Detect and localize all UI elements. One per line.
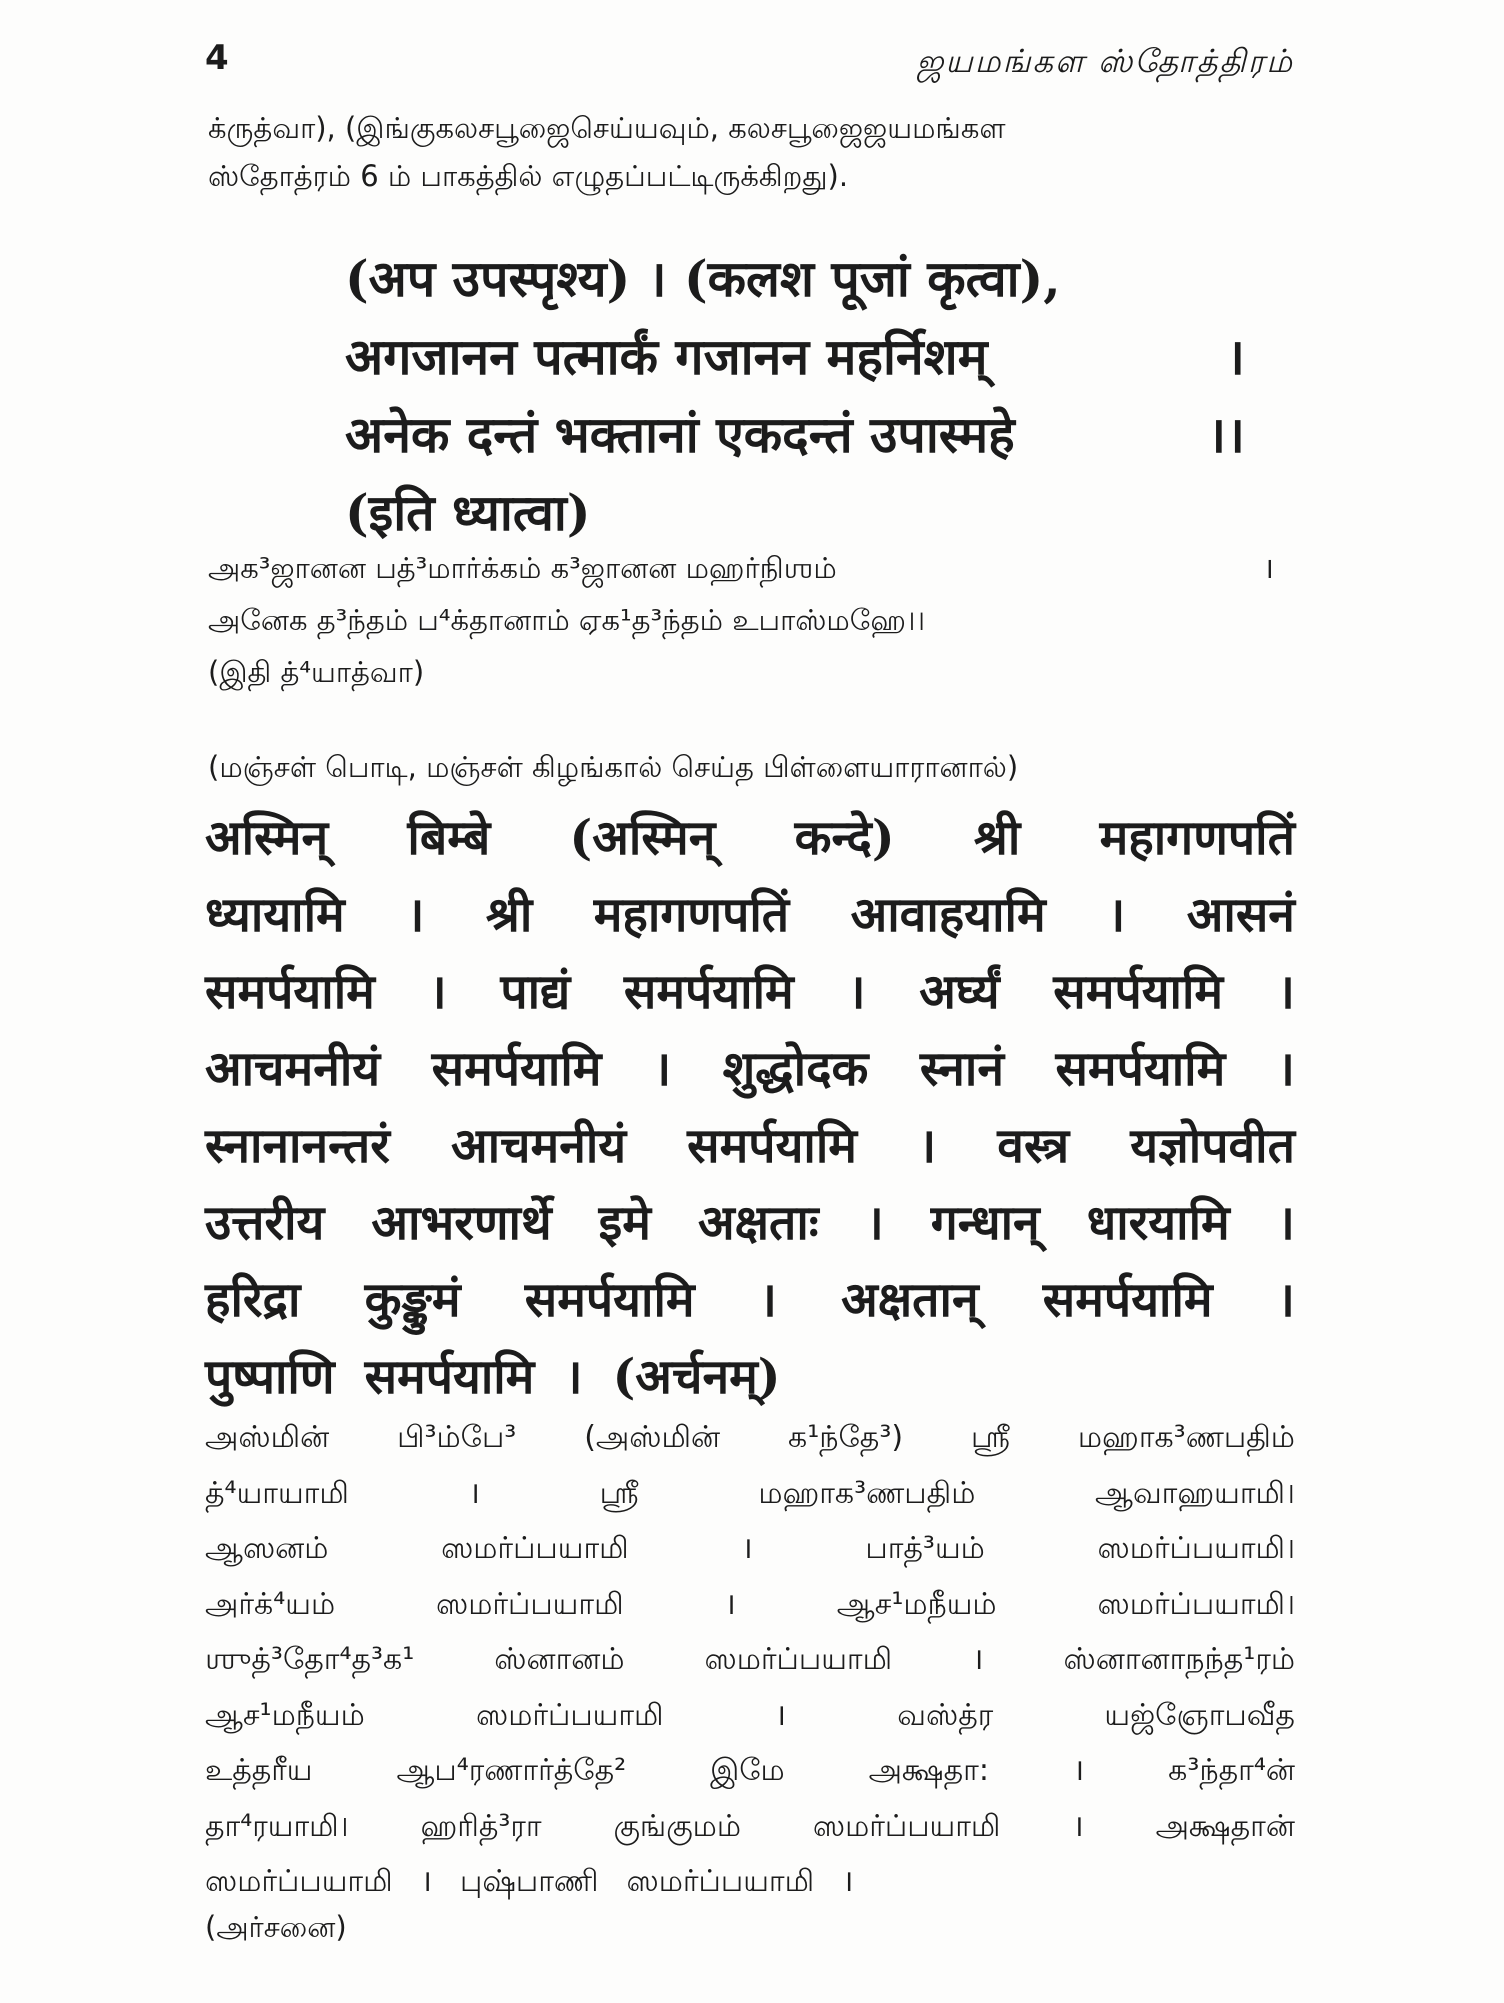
text-line: [205, 1799, 1295, 1855]
dhyana-tamil-transliteration: [208, 542, 1294, 698]
verse-danda: [1274, 646, 1294, 698]
word: ஸமர்ப்பயாமி: [704, 1642, 893, 1677]
word: अर्घ्यं: [919, 964, 1000, 1020]
word: ஸமர்ப்பயாமி।: [1097, 1586, 1295, 1622]
word: ।: [1276, 964, 1295, 1020]
word: க¹ந்தே³): [788, 1420, 904, 1455]
word: ஆப⁴ரணார்த்தே²: [396, 1753, 627, 1788]
word: அஸ்மின்: [205, 1420, 330, 1455]
text-line: [205, 1466, 1295, 1522]
word: ।: [406, 887, 425, 943]
tamil-invocation-block: [205, 1410, 1295, 1910]
word: ஆச¹மநீயம்: [205, 1697, 365, 1733]
verse-line: [208, 542, 1294, 594]
word: आभरणार्थे: [371, 1195, 552, 1251]
word: புஷ்பாணி: [460, 1864, 599, 1899]
word: வஸ்த்ர: [897, 1697, 994, 1733]
word: ।: [1276, 1195, 1295, 1251]
word: மஹாக³ணபதிம்: [758, 1475, 976, 1511]
verse-line: [208, 594, 1294, 646]
dhyana-sanskrit-verse: [345, 240, 1245, 552]
text-line: [205, 800, 1295, 877]
word: हरिद्रा: [205, 1272, 301, 1328]
word: ஶ்ரீ: [599, 1475, 639, 1511]
word: महागणपतिं: [593, 887, 790, 943]
verse-text: अगजानन पत्मार्कं गजानन महर्निशम्: [345, 327, 988, 386]
intro-line: ஸ்தோத்ரம் 6 ம் பாகத்தில் எழுதப்பட்டிருக்கிறது).: [208, 159, 849, 193]
word: ஸமர்ப்பயாமி: [205, 1864, 393, 1899]
word: समर्पयामि: [687, 1118, 857, 1174]
word: (अर्चनम्): [612, 1349, 781, 1405]
verse-text: அக³ஜானன பத்³மார்க்கம் க³ஜானன மஹர்நிஶம்: [208, 551, 837, 585]
word: आचमनीयं: [450, 1118, 627, 1174]
text-line: [205, 954, 1295, 1031]
word: ।: [564, 1349, 583, 1405]
word: स्नानानन्तरं: [205, 1118, 390, 1174]
word: ஸமர்ப்பயாமி: [626, 1864, 815, 1899]
text-line: [205, 1262, 1295, 1339]
word: ।: [1072, 1808, 1084, 1844]
word: ஶ்ரீ: [970, 1420, 1010, 1455]
text-line: [205, 1108, 1295, 1185]
verse-line: [208, 646, 1294, 698]
word: उत्तरीय: [205, 1195, 325, 1251]
text-line: [205, 1688, 1295, 1744]
word: समर्पयामि: [1053, 964, 1224, 1020]
word: மஹாக³ணபதிம்: [1077, 1420, 1295, 1455]
word: க³ந்தா⁴ன்: [1168, 1753, 1295, 1788]
word: ।: [741, 1531, 753, 1566]
verse-danda: ।: [1226, 327, 1245, 386]
verse-text: (இதி த்⁴யாத்வா): [208, 655, 425, 689]
closing-archana-label: (அர்சனை): [205, 1910, 347, 1944]
word: वस्त्र: [997, 1118, 1070, 1174]
word: த்⁴யாயாமி: [205, 1475, 349, 1511]
word: ஸமர்ப்பயாமி।: [1097, 1531, 1295, 1566]
word: समर्पयामि: [431, 1041, 602, 1097]
word: ।: [1276, 1272, 1295, 1328]
word: உத்தரீய: [205, 1753, 313, 1788]
word: पुष्पाणि: [205, 1349, 335, 1405]
text-line: [205, 1185, 1295, 1262]
word: श्री: [973, 810, 1021, 866]
word: ।: [972, 1642, 984, 1677]
word: ஶுத்³தோ⁴த³க¹: [205, 1642, 415, 1677]
word: ।: [420, 1864, 432, 1899]
word: यज्ञोपवीत: [1130, 1118, 1295, 1174]
word: ।: [774, 1697, 787, 1733]
word: श्री: [485, 887, 533, 943]
word: ஆவாஹயாமி।: [1095, 1475, 1295, 1511]
word: ।: [847, 964, 866, 1020]
intro-line: க்ருத்வா), (இங்குகலசபூஜைசெய்யவும், கலசபூஜைஜயமங்கள: [208, 111, 1006, 145]
verse-line: [345, 240, 1245, 318]
word: (अस्मिन्: [569, 810, 716, 866]
word: குங்குமம்: [613, 1808, 741, 1844]
word: ।: [1072, 1753, 1085, 1788]
word: पाद्यं: [500, 964, 571, 1020]
word: धारयामि: [1086, 1195, 1230, 1251]
text-line: [205, 1031, 1295, 1108]
word: ।: [865, 1195, 884, 1251]
word: आवाहयामि: [850, 887, 1046, 943]
word: शुद्धोदक: [722, 1041, 869, 1097]
word: अक्षतान्: [841, 1272, 979, 1328]
word: ஸமர்ப்பயாமி: [475, 1697, 664, 1733]
word: ஸமர்ப்பயாமி: [441, 1531, 629, 1566]
word: ஸ்னானாநந்த¹ரம்: [1063, 1642, 1295, 1677]
word: ஆச¹மநீயம்: [836, 1586, 997, 1622]
word: समर्पयामि: [623, 964, 794, 1020]
word: பாத்³யம்: [865, 1531, 985, 1566]
word: ஹரித்³ரா: [420, 1808, 542, 1844]
word: समर्पयामि: [205, 964, 375, 1020]
word: कन्दे): [794, 810, 895, 866]
word: (அஸ்மின்: [584, 1420, 721, 1455]
word: बिम्बे: [407, 810, 491, 866]
verse-danda: ।: [1263, 551, 1274, 585]
word: ஸமர்ப்பயாமி: [812, 1808, 1001, 1844]
verse-text: अनेक दन्तं भक्तानां एकदन्तं उपास्महे: [345, 405, 1015, 464]
verse-text: (अप उपस्पृश्य) । (कलश पूजां कृत्वा),: [345, 249, 1061, 308]
text-line: [205, 1410, 1295, 1466]
text-line: [205, 1854, 1295, 1910]
word: ।: [468, 1475, 480, 1511]
word: ।: [918, 1118, 937, 1174]
verse-danda: [1274, 594, 1294, 646]
word: समर्पयामि: [524, 1272, 695, 1328]
running-title: ஜயமங்கள ஸ்தோத்திரம்: [916, 42, 1294, 80]
word: अक्षताः: [697, 1195, 819, 1251]
word: இமே: [710, 1753, 785, 1788]
word: ध्यायामि: [205, 887, 345, 943]
word: इमे: [598, 1195, 651, 1251]
intro-tamil-paragraph: [208, 104, 1294, 200]
text-line: [205, 1577, 1295, 1633]
word: अस्मिन्: [205, 810, 329, 866]
word: ।: [842, 1864, 854, 1899]
word: आचमनीयं: [205, 1041, 381, 1097]
text-line: [205, 1521, 1295, 1577]
text-line: [205, 1743, 1295, 1799]
verse-text: (इति ध्यात्वा): [345, 483, 591, 542]
word: தா⁴ரயாமி।: [205, 1808, 349, 1844]
page-number: 4: [205, 38, 229, 78]
word: அர்க்⁴யம்: [205, 1586, 336, 1622]
word: समर्पयामि: [1042, 1272, 1213, 1328]
word: ஆஸனம்: [205, 1531, 329, 1566]
sanskrit-invocation-block: [205, 800, 1295, 1416]
word: அக்ஷதான்: [1155, 1808, 1295, 1844]
tamil-instruction-note: (மஞ்சள் பொடி, மஞ்சள் கிழங்கால் செய்த பிள்ளையாரானால்): [208, 750, 1019, 784]
word: அக்ஷதா:: [868, 1753, 989, 1788]
word: ।: [428, 964, 447, 1020]
word: ।: [1276, 1041, 1295, 1097]
verse-danda: ।।: [1207, 405, 1245, 464]
word: ।: [652, 1041, 672, 1097]
word: ।: [1107, 887, 1126, 943]
verse-text: அனேக த³ந்தம் ப⁴க்தானாம் ஏக¹த³ந்தம் உபாஸ்மஹே।।: [208, 603, 926, 637]
word: யஜ்ஞோபவீத: [1104, 1697, 1295, 1733]
text-line: [205, 1632, 1295, 1688]
word: समर्पयामि: [1055, 1041, 1226, 1097]
word: कुङ्कुमं: [364, 1272, 461, 1328]
word: स्नानं: [919, 1041, 1004, 1097]
text-line: [205, 877, 1295, 954]
word: பி³ம்பே³: [397, 1420, 517, 1455]
word: ।: [724, 1586, 736, 1622]
word: महागणपतिं: [1099, 810, 1295, 866]
text-line: [205, 1339, 1295, 1416]
verse-line: [345, 318, 1245, 396]
word: ஸமர்ப்பயாமி: [435, 1586, 624, 1622]
word: ।: [758, 1272, 777, 1328]
word: गन्धान्: [930, 1195, 1040, 1251]
verse-line: [345, 474, 1245, 552]
verse-line: [345, 396, 1245, 474]
word: आसनं: [1186, 887, 1295, 943]
word: समर्पयामि: [364, 1349, 535, 1405]
word: ஸ்னானம்: [494, 1642, 625, 1677]
